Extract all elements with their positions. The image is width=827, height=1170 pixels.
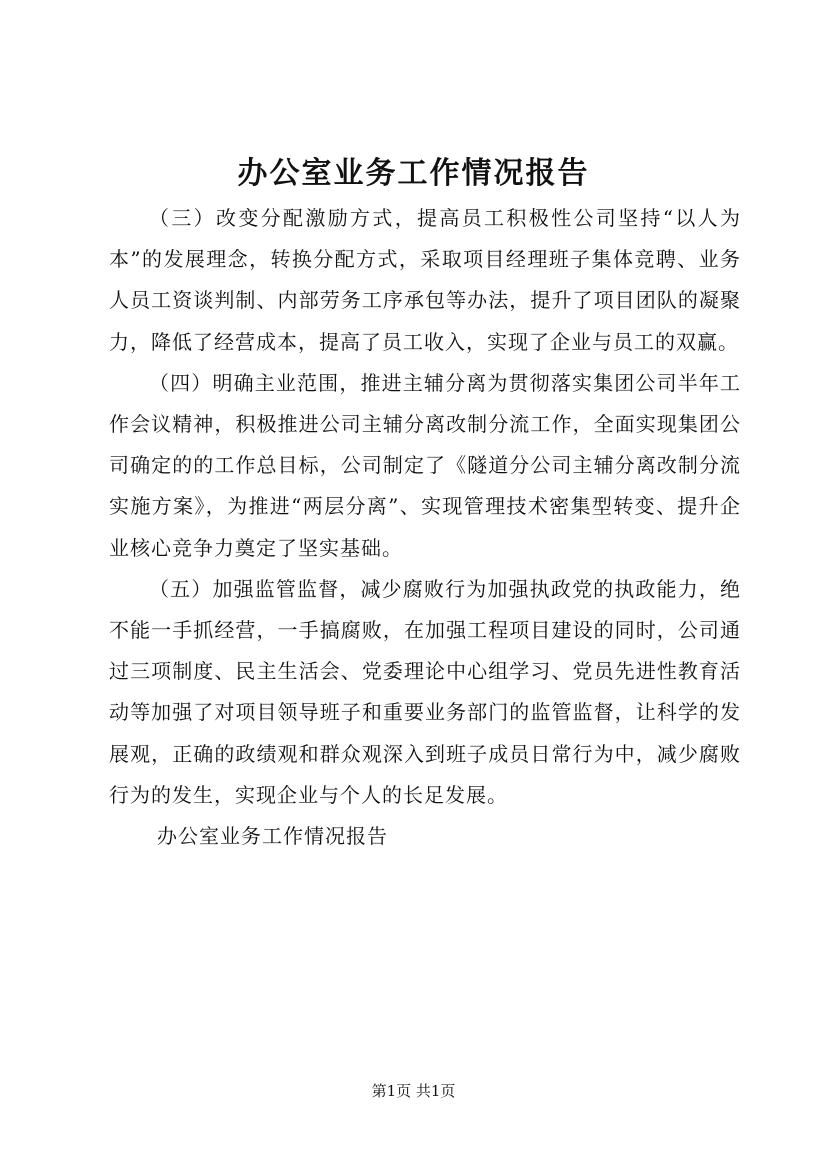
page-footer: 第1页 共1页 xyxy=(371,1082,456,1100)
paragraph-3: （三）改变分配激励方式，提高员工积极性公司坚持“以人为本”的发展理念，转换分配方式，采取项目经理班子集体竞聘、业务人员工资谈判制、内部劳务工序承包等办法，提升了项目团队的凝聚力，降低了经营成本，提高了员工收入，实现了企业与员工的双赢。 xyxy=(109,206,741,354)
document-body xyxy=(109,198,741,857)
paragraph-5: （五）加强监管监督，减少腐败行为加强执政党的执政能力，绝不能一手抓经营，一手搞腐败，在加强工程项目建设的同时，公司通过三项制度、民主生活会、党委理论中心组学习、党员先进性教育活动等加强了对项目领导班子和重要业务部门的监管监督，让科学的发展观，正确的政绩观和群众观深入到班子成员日常行为中，减少腐败行为的发生，实现企业与个人的长足发展。 xyxy=(109,576,741,807)
paragraph-4: （四）明确主业范围，推进主辅分离为贯彻落实集团公司半年工作会议精神，积极推进公司主辅分离改制分流工作，全面实现集团公司确定的的工作总目标，公司制定了《隧道分公司主辅分离改制分流实施方案》，为推进“两层分离”、实现管理技术密集型转变、提升企业核心竞争力奠定了坚实基础。 xyxy=(109,370,741,560)
closing-line: 办公室业务工作情况报告 xyxy=(157,824,388,849)
document-title: 办公室业务工作情况报告 xyxy=(237,156,590,191)
